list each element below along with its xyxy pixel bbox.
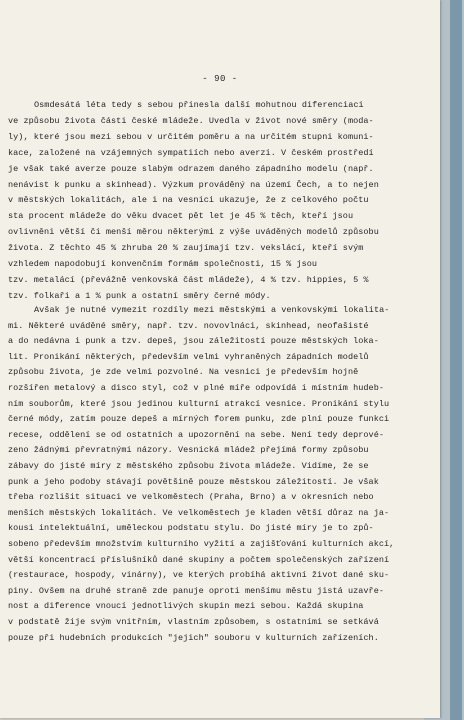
text-line: nost a diference vnoucí jednotlivých skupin mezi sebou. Každá skupina	[8, 601, 364, 612]
page-number: - 90 -	[202, 74, 238, 84]
text-line: ním souborům, které jsou jedinou kulturní atrakcí vesnice. Pronikání stylu	[8, 398, 390, 409]
text-line: je však také averze pouze slabým odrazem daného západního modelu (např.	[8, 163, 374, 174]
text-line: (restaurace, hospody, vinárny), ve kterých probíhá aktivní život dané sku-	[8, 570, 390, 581]
text-line: a do nedávna i punk a tzv. depeš, jsou záležitostí pouze městských loka-	[8, 336, 379, 347]
text-line: sobeno především množstvím kulturního vyžití a zajišťování kulturních akcí,	[8, 539, 395, 549]
text-line: zeno žádnými převratnými názory. Vesnická mládež přejímá formy způsobu	[8, 445, 369, 456]
text-line: lit. Pronikání některých, především velmi vyhraněných západních modelů	[8, 351, 369, 362]
text-line: Osmdesátá léta tedy s sebou přinesla další mohutnou diferenciaci	[34, 100, 364, 110]
text-line: třeba rozlišit situaci ve velkoměstech (Praha, Brno) a v okresních nebo	[8, 492, 374, 503]
text-line: ly), které jsou mezi sebou v určitém poměru a na určitém stupni komuni-	[8, 131, 374, 142]
text-line: piny. Ovšem na druhé straně zde panuje oproti menšímu městu jistá uzavře-	[8, 585, 385, 596]
text-line: v podstatě žije svým vnitřním, vlastním způsobem, s ostatními se setkává	[8, 617, 379, 627]
text-line: kousi intelektuální, uměleckou podstatu stylu. Do jisté míry je to způ-	[8, 523, 374, 534]
binder-spine	[450, 0, 462, 720]
text-line: ve způsobu života části české mládeže. Uvedla v život nové směry (moda-	[8, 115, 374, 126]
text-line: pouze při hudebních produkcích "jejich" souboru v kulturních zařízeních.	[8, 632, 379, 643]
text-line: tzv. folkaři a 1 % punk a ostatní směry černé módy.	[8, 290, 271, 301]
text-line: punk a jeho podoby stávají povětšině pouze městskou záležitostí. Je však	[8, 476, 379, 487]
text-line: kace, založené na vzájemných sympatiích nebo averzi. V českém prostředí	[8, 147, 374, 158]
text-line: recese, oddělení se od ostatních a upozornění na sebe. Není tedy deprové-	[8, 429, 385, 440]
text-line: černé módy, zatím pouze depeš a mírných forem punku, zde plní pouze funkci	[8, 414, 390, 425]
text-line: zábavy do jisté míry z městského způsobu života mládeže. Vidíme, že se	[8, 461, 369, 471]
text-line: mi. Některé uváděné směry, např. tzv. novovlnáci, skinhead, neofašisté	[8, 320, 369, 331]
text-line: vzhledem napodobují konvenčním formám společnosti, 15 % jsou	[8, 259, 318, 269]
text-line: ovlivněni větší či menší měrou některými z výše uváděných modelů způsobu	[8, 227, 379, 238]
text-line: v městských lokalitách, ale i na vesnici ukazuje, že z celkového počtu	[8, 195, 369, 206]
text-line: nenávist k punku a skinhead). Výzkum prováděný na území Čech, a to nejen	[8, 179, 379, 190]
text-line: způsobu života, je zde velmi pozvolné. Na vesnici je především hojně	[8, 367, 359, 378]
text-line: života. Z těchto 45 % zhruba 20 % zaujímají tzv. vekslácí, kteří svým	[8, 243, 364, 254]
text-line: sta procent mládeže do věku dvacet pět let je 45 % těch, kteří jsou	[8, 211, 354, 222]
text-line: tzv. metalácí (převážně venkovská část mládeže), 4 % tzv. hippies, 5 %	[8, 274, 369, 285]
text-line: Avšak je nutné vymezit rozdíly mezi městskými a venkovskými lokalita-	[34, 305, 390, 315]
text-line: rozšířen metalový a disco styl, což v plné míře odpovídá i místním hudeb-	[8, 383, 385, 393]
text-line: menších městských lokalitách. Ve velkoměstech je kladen větší důraz na ja-	[8, 507, 390, 518]
text-line: větší koncentrací příslušníků dané skupiny a počtem společenských zařízení	[8, 554, 390, 565]
